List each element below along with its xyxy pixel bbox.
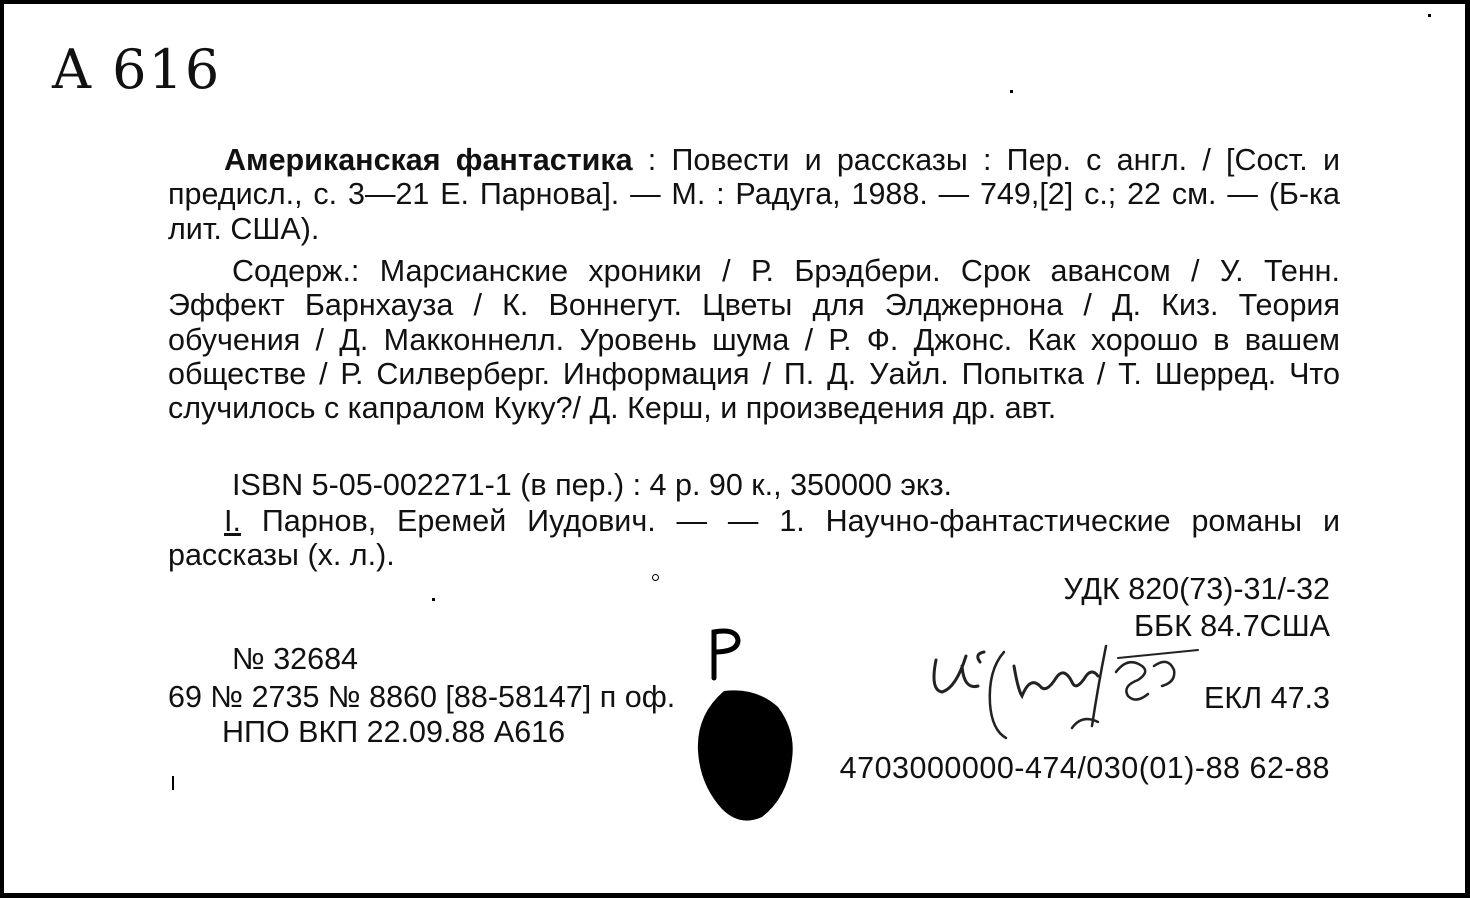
handwritten-signature xyxy=(922,626,1212,746)
inventory-number: № 32684 xyxy=(232,642,359,676)
ink-blot xyxy=(696,687,796,823)
subject-tracing xyxy=(168,504,1340,573)
bbk-classification: ББК 84.7США xyxy=(1134,609,1330,643)
publisher-print-line: НПО ВКП 22.09.88 А616 xyxy=(222,715,566,749)
order-line: 69 № 2735 № 8860 [88-58147] п оф. xyxy=(168,680,676,714)
speck-mark xyxy=(652,574,659,581)
bibliographic-description: : Повести и рассказы : Пер. с англ. / [Сост. и предисл., с. 3—21 Е. Парнова]. — М. : Радуга, 1988. — 749,[2] с.; 22 см. — (Б-ка лит. США). xyxy=(168,143,1340,246)
handwritten-letter-mark xyxy=(704,626,750,682)
contents-note: Содерж.: Марсианские хроники / Р. Брэдбери. Срок авансом / У. Тенн. Эффект Барнхауза / К. Воннегут. Цветы для Элджернона / Д. Киз. Теория обучения / Д. Макконнелл. Уровень шума / Р. Ф. Джонс. Как хорошо в вашем обществе / Р. Силверберг. Информация / П. Д. Уайл. Попытка / Т. Шерред. Что случилось с капралом Куку?/ Д. Керш, и произведения др. авт. xyxy=(168,254,1340,426)
isbn-line: ISBN 5-05-002271-1 (в пер.) : 4 р. 90 к., 350000 экз. xyxy=(232,468,953,502)
udc-classification: УДК 820(73)-31/-32 xyxy=(1063,572,1330,606)
tracing-roman-numeral: I. xyxy=(224,504,241,538)
speck-mark xyxy=(172,776,174,790)
speck-mark xyxy=(432,598,435,601)
tracing-text: Парнов, Еремей Иудович. — — 1. Научно-фантастические романы и рассказы (х. л.). xyxy=(168,504,1340,573)
speck-mark xyxy=(1428,14,1431,17)
book-title: Американская фантастика xyxy=(224,143,633,177)
ekl-classification: ЕКЛ 47.3 xyxy=(1204,681,1330,715)
call-number: A 616 xyxy=(52,38,222,101)
price-code: 4703000000-474/030(01)-88 62-88 xyxy=(839,751,1330,785)
main-entry xyxy=(168,143,1340,246)
speck-mark xyxy=(1010,90,1013,93)
